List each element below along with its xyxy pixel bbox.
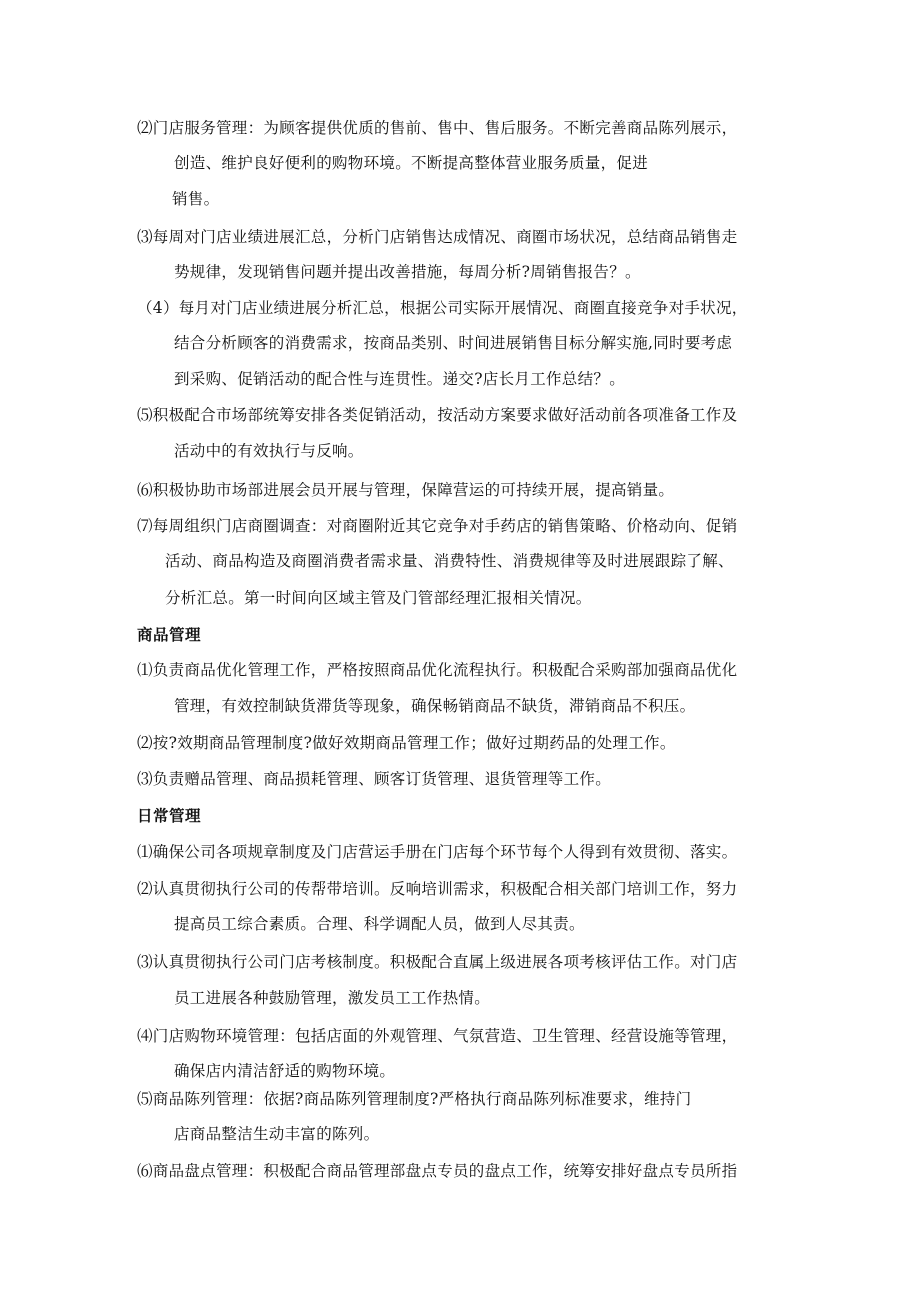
daily-item-3-line-1: ⑶认真贯彻执行公司门店考核制度。积极配合直属上级进展各项考核评估工作。对门店 xyxy=(137,953,738,971)
service-item-5-line-1: ⑸积极配合市场部统筹安排各类促销活动，按活动方案要求做好活动前各项准备工作及 xyxy=(137,406,738,424)
service-item-7-line-3: 分析汇总。第一时间向区域主管及门管部经理汇报相关情况。 xyxy=(165,589,592,607)
service-item-5-line-2: 活动中的有效执行与反响。 xyxy=(174,442,364,460)
daily-item-6-line-1: ⑹商品盘点管理：积极配合商品管理部盘点专员的盘点工作，统筹安排好盘点专员所指 xyxy=(137,1162,738,1180)
goods-heading: 商品管理 xyxy=(137,626,202,644)
goods-item-1-line-1: ⑴负责商品优化管理工作，严格按照商品优化流程执行。积极配合采购部加强商品优化 xyxy=(137,661,738,679)
service-item-2-line-3: 销售。 xyxy=(172,190,220,208)
goods-item-3-line-1: ⑶负责赠品管理、商品损耗管理、顾客订货管理、退货管理等工作。 xyxy=(137,770,612,788)
service-item-6-line-1: ⑹积极协助市场部进展会员开展与管理，保障营运的可持续开展，提高销量。 xyxy=(137,481,675,499)
daily-item-4-line-2: 确保店内清洁舒适的购物环境。 xyxy=(174,1062,396,1080)
service-item-3-line-1: ⑶每周对门店业绩进展汇总，分析门店销售达成情况、商圈市场状况，总结商品销售走 xyxy=(137,228,738,246)
service-item-3-line-2: 势规律，发现销售问题并提出改善措施，每周分析?周销售报告？。 xyxy=(174,263,641,281)
service-item-7-line-2: 活动、商品构造及商圈消费者需求量、消费特性、消费规律等及时进展跟踪了解、 xyxy=(165,552,734,570)
daily-item-5-line-2: 店商品整洁生动丰富的陈列。 xyxy=(174,1125,380,1143)
service-item-2-line-1: ⑵门店服务管理：为顾客提供优质的售前、售中、售后服务。不断完善商品陈列展示， xyxy=(137,119,738,137)
daily-item-4-line-1: ⑷门店购物环境管理：包括店面的外观管理、气氛营造、卫生管理、经营设施等管理， xyxy=(137,1027,738,1045)
service-item-4-line-3: 到采购、促销活动的配合性与连贯性。递交?店长月工作总结？。 xyxy=(174,370,626,388)
daily-item-2-line-2: 提高员工综合素质。合理、科学调配人员，做到人尽其责。 xyxy=(174,915,585,933)
daily-heading: 日常管理 xyxy=(137,807,202,825)
daily-item-5-line-1: ⑸商品陈列管理：依据?商品陈列管理制度?严格执行商品陈列标准要求，维持门 xyxy=(137,1090,692,1108)
goods-item-2-line-1: ⑵按?效期商品管理制度?做好效期商品管理工作；做好过期药品的处理工作。 xyxy=(137,734,676,752)
goods-item-1-line-2: 管理，有效控制缺货滞货等现象，确保畅销商品不缺货，滞销商品不积压。 xyxy=(174,697,696,715)
service-item-4-line-2: 结合分析顾客的消费需求，按商品类别、时间进展销售目标分解实施,同时要考虑 xyxy=(174,334,733,352)
service-item-4-line-1: （4）每月对门店业绩进展分析汇总，根据公司实际开展情况、商圈直接竞争对手状况， xyxy=(137,299,748,317)
daily-item-3-line-2: 员工进展各种鼓励管理，激发员工工作热情。 xyxy=(174,989,491,1007)
service-item-7-line-1: ⑺每周组织门店商圈调查：对商圈附近其它竞争对手药店的销售策略、价格动向、促销 xyxy=(137,517,738,535)
service-item-2-line-2: 创造、维护良好便利的购物环境。不断提高整体营业服务质量，促进 xyxy=(174,154,649,172)
daily-item-2-line-1: ⑵认真贯彻执行公司的传帮带培训。反响培训需求，积极配合相关部门培训工作，努力 xyxy=(137,880,738,898)
daily-item-1-line-1: ⑴确保公司各项规章制度及门店营运手册在门店每个环节每个人得到有效贯彻、落实。 xyxy=(137,843,738,861)
